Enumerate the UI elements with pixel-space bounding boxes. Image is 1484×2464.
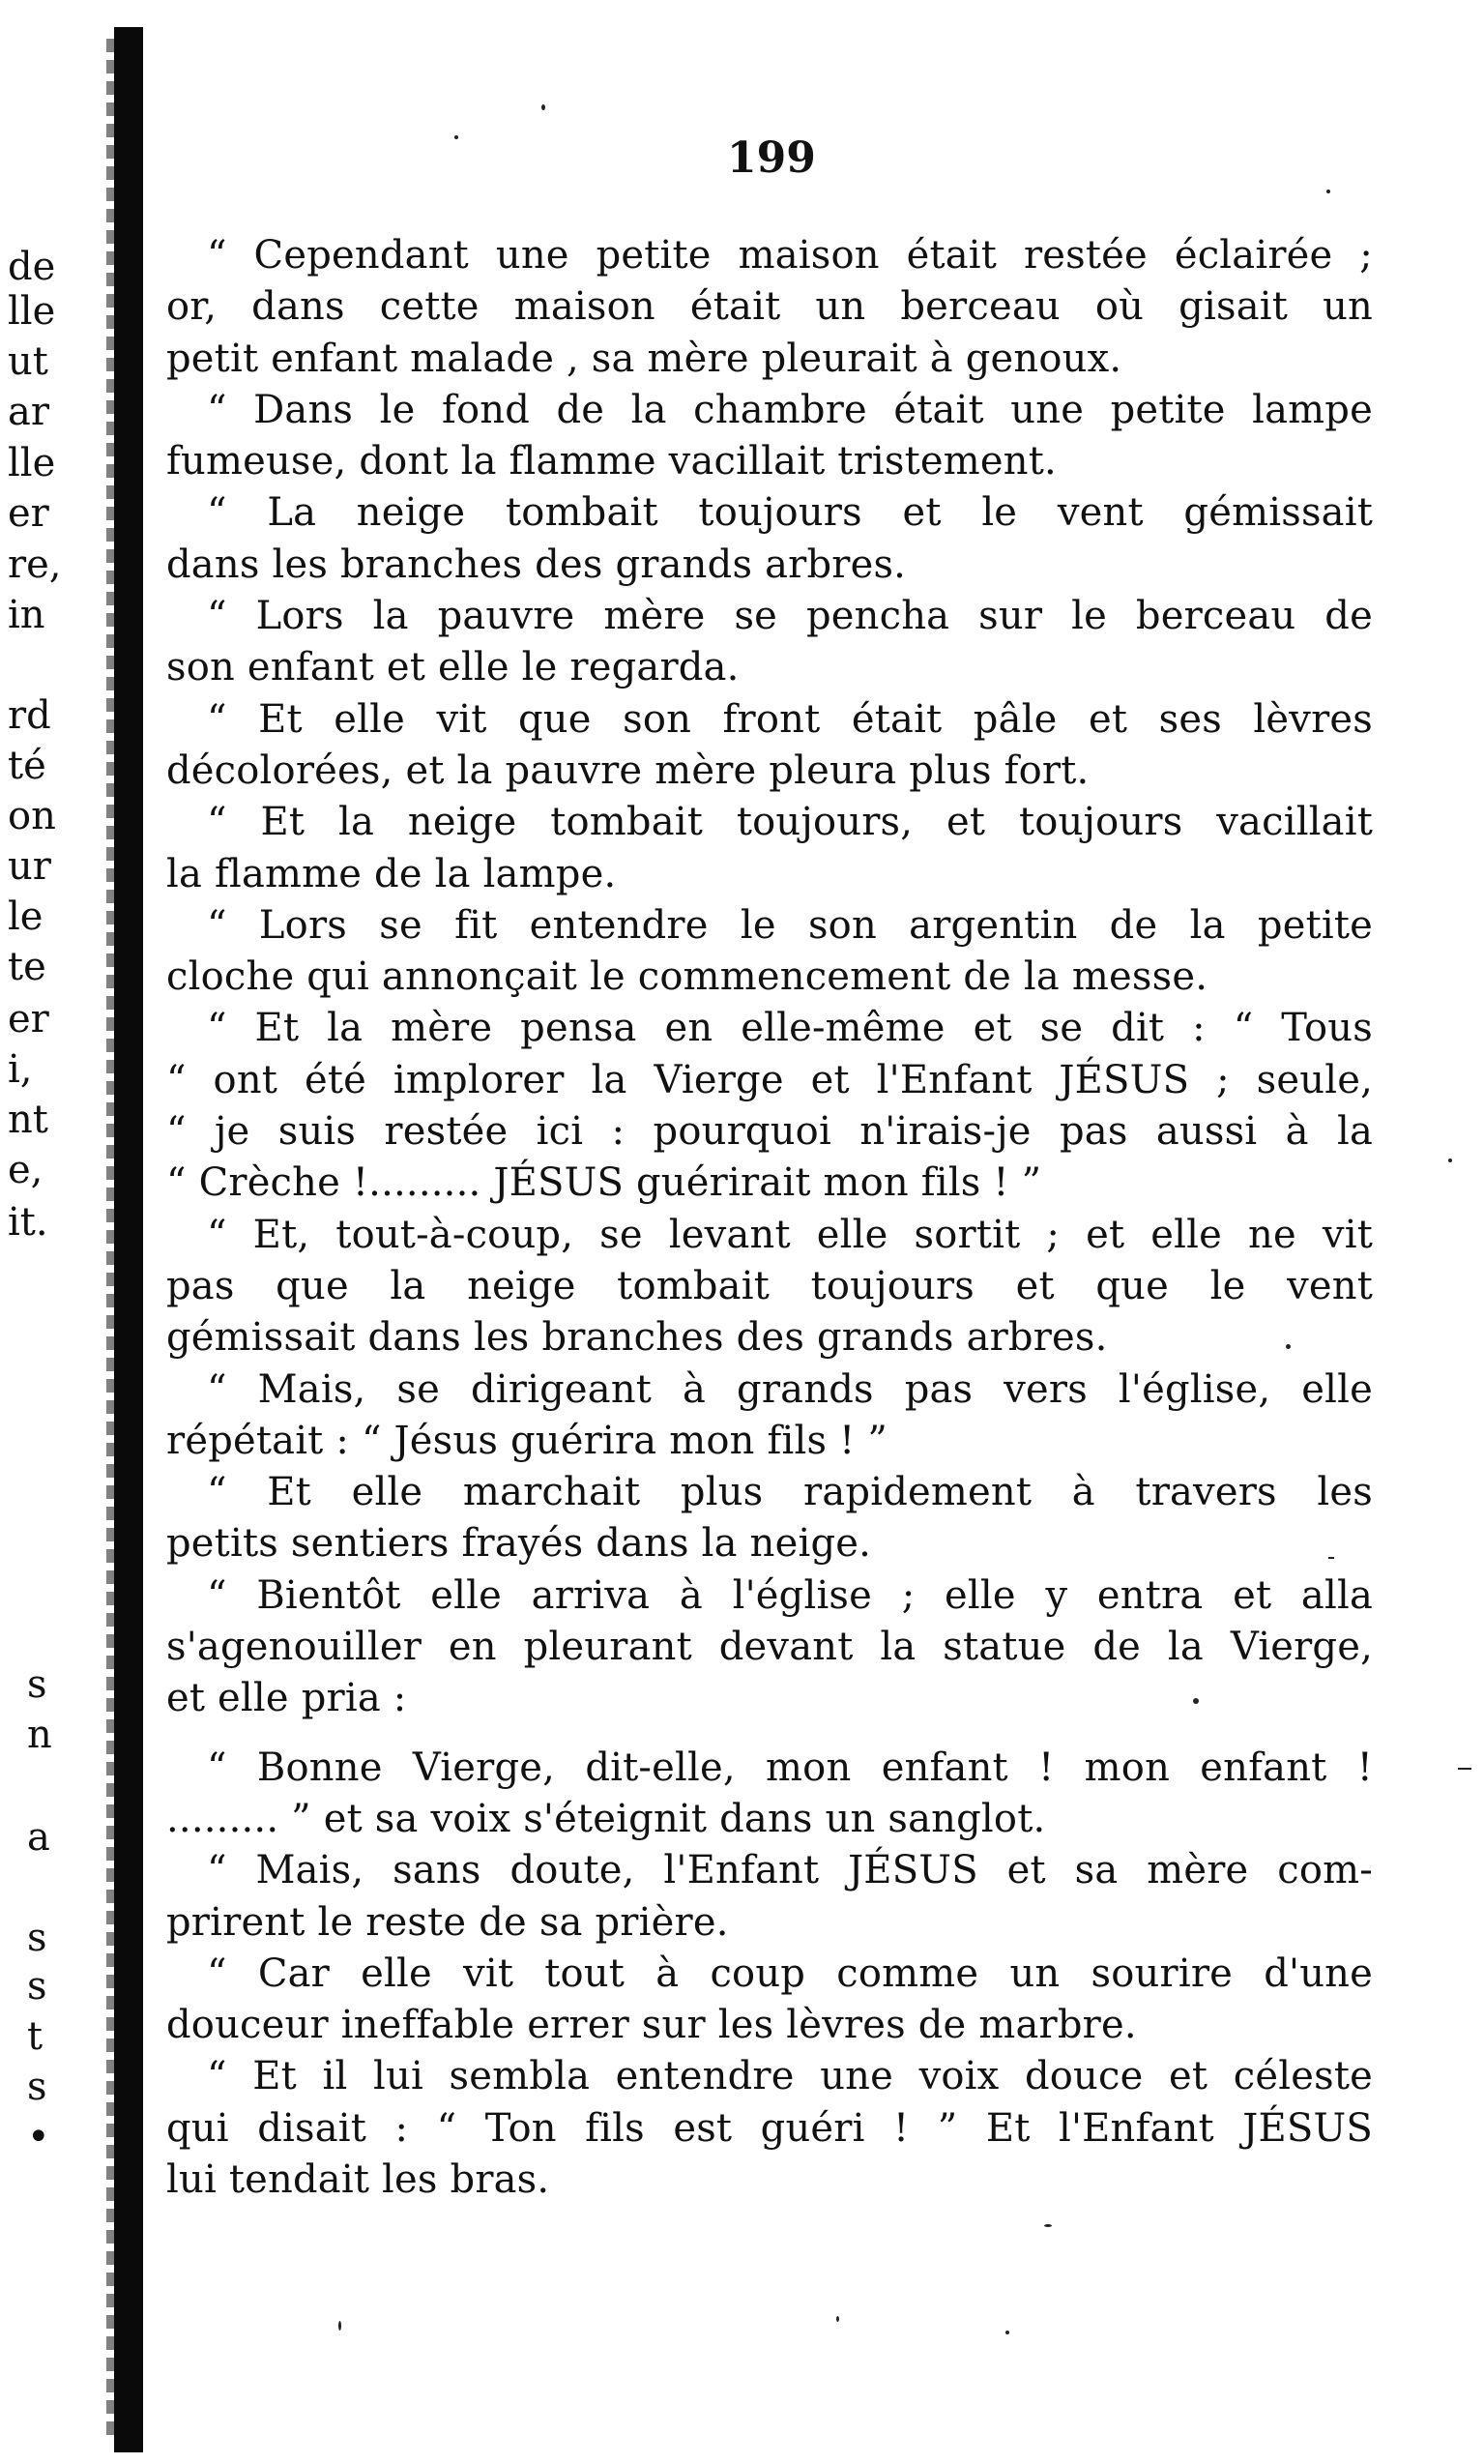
text-line: lui tendait les bras. (166, 2156, 550, 2202)
text-line: “ Bientôt elle arriva à l'église ; elle y entra et alla (207, 1572, 1373, 1618)
left-margin-fragment: lle (8, 289, 56, 334)
scan-speck (1458, 1768, 1471, 1770)
text-line: “ Et elle marchait plus rapidement à travers les (207, 1470, 1373, 1515)
text-line: “ Bonne Vierge, dit-elle, mon enfant ! mon enfant ! (207, 1745, 1373, 1790)
text-line: prirent le reste de sa prière. (166, 1899, 729, 1945)
paragraph (166, 1743, 1373, 1846)
scan-speck (1326, 190, 1330, 193)
paragraph (166, 1364, 1373, 1468)
text-line: “ Mais, se dirigeant à grands pas vers l'église, elle (207, 1366, 1373, 1412)
left-margin-fragment: • (27, 2115, 50, 2159)
scan-speck (1005, 2331, 1009, 2334)
scan-speck (541, 104, 545, 110)
text-line: “ Et la mère pensa en elle-même et se dit : “ Tous (207, 1006, 1373, 1051)
text-line: la flamme de la lampe. (166, 851, 617, 896)
text-line: s'agenouiller en pleurant devant la statue de la Vierge, (166, 1625, 1373, 1670)
left-margin-fragment: in (8, 593, 45, 637)
text-line: “ Et elle vit que son front était pâle et ses lèvres (207, 696, 1373, 742)
left-margin-fragment: it. (8, 1200, 48, 1245)
text-line: “ ont été implorer la Vierge et l'Enfant JÉSUS ; seule, (166, 1057, 1373, 1102)
left-margin-fragment: er (8, 997, 49, 1041)
body-text (166, 230, 1373, 2206)
scan-speck (1448, 1159, 1452, 1162)
left-margin-fragment: lle (8, 441, 56, 485)
text-line: “ Mais, sans doute, l'Enfant JÉSUS et sa mère com- (207, 1848, 1373, 1893)
text-line: répétait : “ Jésus guérira mon fils ! ” (166, 1418, 887, 1463)
left-margin-fragment: le (8, 895, 44, 939)
text-line: or, dans cette maison était un berceau où gisait un (166, 284, 1373, 330)
left-margin-fragment: n (27, 1713, 52, 1757)
left-page-margin-fragments (0, 0, 97, 2464)
scan-speck (1286, 1344, 1291, 1349)
text-line: décolorées, et la pauvre mère pleura plus fort. (166, 748, 1090, 793)
paragraph (166, 1210, 1373, 1364)
left-margin-fragment: e, (8, 1148, 44, 1192)
left-margin-fragment: t (27, 2014, 44, 2059)
scan-speck (454, 135, 458, 139)
text-line: “ Car elle vit tout à coup comme un sourire d'une (207, 1951, 1373, 1996)
left-margin-fragment: nt (8, 1098, 48, 1142)
text-line: cloche qui annonçait le commencement de la messe. (166, 954, 1208, 1000)
left-margin-fragment: re, (8, 543, 62, 587)
text-line: “ Et il lui sembla entendre une voix douce et céleste (207, 2054, 1373, 2099)
paragraph (166, 1570, 1373, 1725)
left-margin-fragment: de (8, 245, 56, 289)
scan-speck (1328, 1557, 1334, 1559)
paragraph (166, 1949, 1373, 2052)
text-line: “ Cependant une petite maison était restée éclairée ; (207, 233, 1373, 278)
scan-speck (1193, 1698, 1199, 1704)
left-margin-fragment: a (27, 1815, 50, 1860)
text-line: “ Lors la pauvre mère se pencha sur le berceau de (207, 594, 1373, 639)
scan-speck (836, 2316, 839, 2322)
text-line: pas que la neige tombait toujours et que le vent (166, 1263, 1373, 1308)
text-line: gémissait dans les branches des grands arbres. (166, 1315, 1108, 1361)
text-line: “ je suis restée ici : pourquoi n'irais-je pas aussi à la (166, 1109, 1373, 1155)
text-line: “ Lors se fit entendre le son argentin de la petite (207, 902, 1373, 948)
text-line: petits sentiers frayés dans la neige. (166, 1521, 872, 1567)
paragraph (166, 900, 1373, 1004)
scan-speck (1044, 2224, 1052, 2227)
paragraph (166, 1845, 1373, 1949)
paragraph (166, 2051, 1373, 2206)
paragraph (166, 230, 1373, 385)
paragraph (166, 487, 1373, 591)
paragraph (166, 591, 1373, 694)
scan-speck (338, 2321, 341, 2331)
text-line: ......... ” et sa voix s'éteignit dans un sanglot. (166, 1796, 1046, 1841)
text-line: “ Et la neige tombait toujours, et toujours vacillait (207, 800, 1373, 845)
text-line: dans les branches des grands arbres. (166, 542, 907, 587)
text-line: petit enfant malade , sa mère pleurait à genoux. (166, 336, 1122, 381)
left-margin-fragment: ut (8, 339, 48, 384)
left-margin-fragment: ar (8, 390, 49, 434)
paragraph (166, 1003, 1373, 1209)
left-margin-fragment: s (27, 1916, 47, 1960)
text-line: “ Et, tout-à-coup, se levant elle sortit ; et elle ne vit (207, 1212, 1373, 1257)
paragraph (166, 797, 1373, 900)
left-margin-fragment: s (27, 2065, 47, 2109)
binding-gutter-bar (114, 27, 143, 2452)
left-margin-fragment: on (8, 794, 56, 838)
left-margin-fragment: ur (8, 844, 51, 889)
left-margin-fragment: s (27, 1964, 47, 2009)
left-margin-fragment: s (27, 1662, 47, 1707)
left-margin-fragment: té (8, 744, 46, 788)
text-line: “ La neige tombait toujours et le vent gémissait (207, 490, 1373, 536)
text-line: fumeuse, dont la flamme vacillait tristement. (166, 439, 1057, 484)
paragraph (166, 385, 1373, 488)
text-line: “ Dans le fond de la chambre était une petite lampe (207, 387, 1373, 432)
text-line: son enfant et elle le regarda. (166, 645, 740, 690)
left-margin-fragment: rd (8, 693, 51, 738)
left-margin-fragment: er (8, 491, 49, 536)
paragraph (166, 694, 1373, 798)
text-line: douceur ineffable errer sur les lèvres de marbre. (166, 2003, 1137, 2048)
text-line: “ Crèche !......... JÉSUS guérirait mon fils ! ” (166, 1160, 1042, 1206)
paragraph (166, 1467, 1373, 1570)
text-line: qui disait : “ Ton fils est guéri ! ” Et l'Enfant JÉSUS (166, 2105, 1373, 2151)
left-margin-fragment: te (8, 945, 46, 989)
page-number: 199 (727, 133, 816, 183)
left-margin-fragment: i, (8, 1047, 33, 1092)
binding-gutter-edge (106, 39, 114, 2437)
text-line: et elle pria : (166, 1676, 407, 1721)
